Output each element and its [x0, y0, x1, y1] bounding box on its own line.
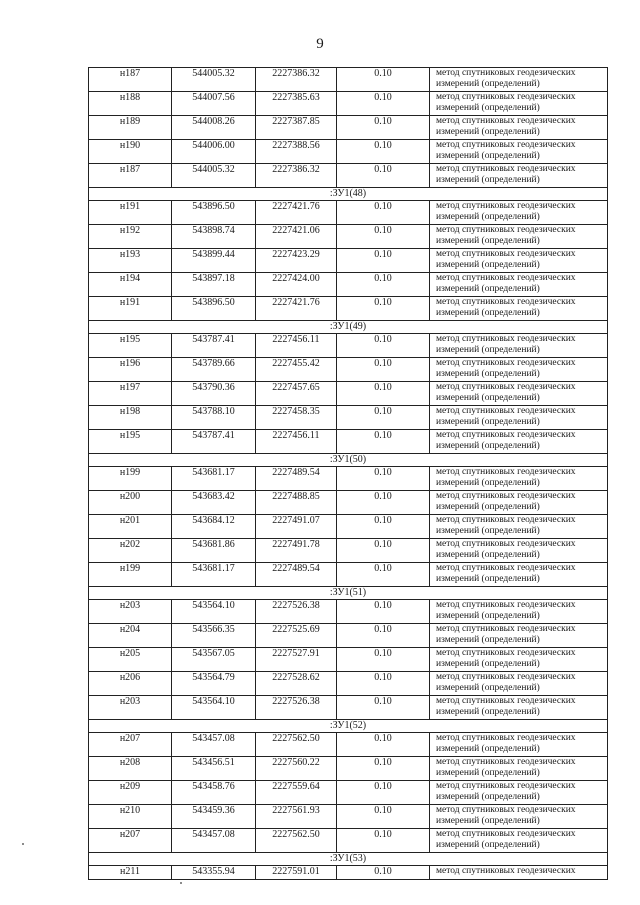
y-coordinate-cell: 2227421.76	[256, 297, 337, 321]
y-coordinate-cell: 2227388.56	[256, 140, 337, 164]
accuracy-cell: 0.10	[337, 406, 430, 430]
y-coordinate-cell: 2227525.69	[256, 624, 337, 648]
y-coordinate-cell: 2227424.00	[256, 273, 337, 297]
accuracy-cell: 0.10	[337, 358, 430, 382]
accuracy-cell: 0.10	[337, 648, 430, 672]
accuracy-cell: 0.10	[337, 92, 430, 116]
table-row	[89, 600, 608, 624]
page-number: 9	[316, 36, 324, 52]
table-row	[89, 406, 608, 430]
parcel-group-row	[89, 454, 608, 467]
point-id-cell: н201	[89, 515, 172, 539]
x-coordinate-cell: 543564.10	[172, 696, 256, 720]
accuracy-cell: 0.10	[337, 781, 430, 805]
accuracy-cell: 0.10	[337, 805, 430, 829]
x-coordinate-cell: 543898.74	[172, 225, 256, 249]
x-coordinate-cell: 544005.32	[172, 164, 256, 188]
method-cell: метод спутниковых геодезических измерений (определений)	[430, 297, 608, 321]
x-coordinate-cell: 543681.86	[172, 539, 256, 563]
table-row	[89, 68, 608, 92]
point-id-cell: н191	[89, 201, 172, 225]
y-coordinate-cell: 2227455.42	[256, 358, 337, 382]
x-coordinate-cell: 543564.10	[172, 600, 256, 624]
method-cell: метод спутниковых геодезических измерений (определений)	[430, 515, 608, 539]
y-coordinate-cell: 2227560.22	[256, 757, 337, 781]
y-coordinate-cell: 2227562.50	[256, 733, 337, 757]
x-coordinate-cell: 543899.44	[172, 249, 256, 273]
parcel-label: :ЗУ1(48)	[89, 188, 608, 201]
point-id-cell: н195	[89, 430, 172, 454]
accuracy-cell: 0.10	[337, 696, 430, 720]
method-cell: метод спутниковых геодезических измерений (определений)	[430, 781, 608, 805]
table-row	[89, 201, 608, 225]
y-coordinate-cell: 2227488.85	[256, 491, 337, 515]
y-coordinate-cell: 2227528.62	[256, 672, 337, 696]
point-id-cell: н195	[89, 334, 172, 358]
table-row	[89, 92, 608, 116]
parcel-group-row	[89, 188, 608, 201]
y-coordinate-cell: 2227421.06	[256, 225, 337, 249]
accuracy-cell: 0.10	[337, 430, 430, 454]
point-id-cell: н205	[89, 648, 172, 672]
table-row	[89, 515, 608, 539]
table-row	[89, 430, 608, 454]
method-cell: метод спутниковых геодезических измерений (определений)	[430, 467, 608, 491]
method-cell: метод спутниковых геодезических измерений (определений)	[430, 648, 608, 672]
x-coordinate-cell: 544007.56	[172, 92, 256, 116]
accuracy-cell: 0.10	[337, 225, 430, 249]
table-row	[89, 334, 608, 358]
y-coordinate-cell: 2227489.54	[256, 467, 337, 491]
method-cell: метод спутниковых геодезических измерений (определений)	[430, 624, 608, 648]
table-row	[89, 757, 608, 781]
method-cell: метод спутниковых геодезических измерений (определений)	[430, 249, 608, 273]
accuracy-cell: 0.10	[337, 334, 430, 358]
method-cell: метод спутниковых геодезических измерений (определений)	[430, 382, 608, 406]
x-coordinate-cell: 543896.50	[172, 297, 256, 321]
method-cell: метод спутниковых геодезических измерений (определений)	[430, 430, 608, 454]
point-id-cell: н196	[89, 358, 172, 382]
method-cell: метод спутниковых геодезических измерений (определений)	[430, 201, 608, 225]
accuracy-cell: 0.10	[337, 515, 430, 539]
x-coordinate-cell: 543681.17	[172, 467, 256, 491]
parcel-group-row	[89, 587, 608, 600]
table-row	[89, 297, 608, 321]
point-id-cell: н204	[89, 624, 172, 648]
x-coordinate-cell: 544008.26	[172, 116, 256, 140]
x-coordinate-cell: 544006.00	[172, 140, 256, 164]
table-row	[89, 491, 608, 515]
point-id-cell: н193	[89, 249, 172, 273]
parcel-group-row	[89, 720, 608, 733]
point-id-cell: н187	[89, 68, 172, 92]
x-coordinate-cell: 543457.08	[172, 733, 256, 757]
point-id-cell: н207	[89, 733, 172, 757]
accuracy-cell: 0.10	[337, 866, 430, 880]
point-id-cell: н200	[89, 491, 172, 515]
y-coordinate-cell: 2227387.85	[256, 116, 337, 140]
y-coordinate-cell: 2227526.38	[256, 600, 337, 624]
table-row	[89, 225, 608, 249]
parcel-label: :ЗУ1(51)	[89, 587, 608, 600]
point-id-cell: н211	[89, 866, 172, 880]
x-coordinate-cell: 543787.41	[172, 430, 256, 454]
accuracy-cell: 0.10	[337, 600, 430, 624]
accuracy-cell: 0.10	[337, 201, 430, 225]
point-id-cell: н194	[89, 273, 172, 297]
method-cell: метод спутниковых геодезических измерений (определений)	[430, 563, 608, 587]
point-id-cell: н199	[89, 563, 172, 587]
y-coordinate-cell: 2227385.63	[256, 92, 337, 116]
coordinates-table	[88, 67, 608, 880]
parcel-label: :ЗУ1(49)	[89, 321, 608, 334]
coordinates-sheet	[88, 67, 608, 880]
method-cell: метод спутниковых геодезических измерений (определений)	[430, 68, 608, 92]
method-cell: метод спутниковых геодезических измерений (определений)	[430, 600, 608, 624]
parcel-label: :ЗУ1(50)	[89, 454, 608, 467]
y-coordinate-cell: 2227458.35	[256, 406, 337, 430]
accuracy-cell: 0.10	[337, 829, 430, 853]
x-coordinate-cell: 544005.32	[172, 68, 256, 92]
y-coordinate-cell: 2227456.11	[256, 334, 337, 358]
point-id-cell: н190	[89, 140, 172, 164]
x-coordinate-cell: 543355.94	[172, 866, 256, 880]
point-id-cell: н209	[89, 781, 172, 805]
accuracy-cell: 0.10	[337, 273, 430, 297]
table-row	[89, 358, 608, 382]
x-coordinate-cell: 543684.12	[172, 515, 256, 539]
point-id-cell: н187	[89, 164, 172, 188]
method-cell: метод спутниковых геодезических измерений (определений)	[430, 829, 608, 853]
y-coordinate-cell: 2227489.54	[256, 563, 337, 587]
y-coordinate-cell: 2227386.32	[256, 164, 337, 188]
table-row	[89, 866, 608, 880]
x-coordinate-cell: 543683.42	[172, 491, 256, 515]
method-cell: метод спутниковых геодезических измерений (определений)	[430, 757, 608, 781]
method-cell: метод спутниковых геодезических измерений (определений)	[430, 273, 608, 297]
accuracy-cell: 0.10	[337, 68, 430, 92]
point-id-cell: н199	[89, 467, 172, 491]
point-id-cell: н208	[89, 757, 172, 781]
point-id-cell: н206	[89, 672, 172, 696]
accuracy-cell: 0.10	[337, 733, 430, 757]
table-row	[89, 733, 608, 757]
accuracy-cell: 0.10	[337, 624, 430, 648]
method-cell: метод спутниковых геодезических измерений (определений)	[430, 491, 608, 515]
y-coordinate-cell: 2227591.01	[256, 866, 337, 880]
x-coordinate-cell: 543897.18	[172, 273, 256, 297]
parcel-label: :ЗУ1(52)	[89, 720, 608, 733]
y-coordinate-cell: 2227421.76	[256, 201, 337, 225]
table-row	[89, 539, 608, 563]
y-coordinate-cell: 2227527.91	[256, 648, 337, 672]
y-coordinate-cell: 2227423.29	[256, 249, 337, 273]
table-row	[89, 382, 608, 406]
x-coordinate-cell: 543458.76	[172, 781, 256, 805]
y-coordinate-cell: 2227559.64	[256, 781, 337, 805]
y-coordinate-cell: 2227561.93	[256, 805, 337, 829]
y-coordinate-cell: 2227456.11	[256, 430, 337, 454]
method-cell: метод спутниковых геодезических измерений (определений)	[430, 358, 608, 382]
table-row	[89, 140, 608, 164]
accuracy-cell: 0.10	[337, 297, 430, 321]
x-coordinate-cell: 543457.08	[172, 829, 256, 853]
method-cell: метод спутниковых геодезических измерений (определений)	[430, 406, 608, 430]
table-row	[89, 273, 608, 297]
table-row	[89, 467, 608, 491]
table-row	[89, 624, 608, 648]
accuracy-cell: 0.10	[337, 757, 430, 781]
x-coordinate-cell: 543788.10	[172, 406, 256, 430]
accuracy-cell: 0.10	[337, 491, 430, 515]
x-coordinate-cell: 543896.50	[172, 201, 256, 225]
method-cell: метод спутниковых геодезических измерений (определений)	[430, 334, 608, 358]
point-id-cell: н192	[89, 225, 172, 249]
table-row	[89, 249, 608, 273]
parcel-label: :ЗУ1(53)	[89, 853, 608, 866]
method-cell: метод спутниковых геодезических измерений (определений)	[430, 805, 608, 829]
method-cell: метод спутниковых геодезических измерений (определений)	[430, 672, 608, 696]
x-coordinate-cell: 543566.35	[172, 624, 256, 648]
method-cell: метод спутниковых геодезических измерений (определений)	[430, 164, 608, 188]
method-cell: метод спутниковых геодезических	[430, 866, 608, 880]
point-id-cell: н198	[89, 406, 172, 430]
point-id-cell: н202	[89, 539, 172, 563]
x-coordinate-cell: 543567.05	[172, 648, 256, 672]
x-coordinate-cell: 543789.66	[172, 358, 256, 382]
accuracy-cell: 0.10	[337, 116, 430, 140]
accuracy-cell: 0.10	[337, 539, 430, 563]
point-id-cell: н191	[89, 297, 172, 321]
point-id-cell: н197	[89, 382, 172, 406]
accuracy-cell: 0.10	[337, 672, 430, 696]
point-id-cell: н210	[89, 805, 172, 829]
x-coordinate-cell: 543456.51	[172, 757, 256, 781]
table-row	[89, 164, 608, 188]
accuracy-cell: 0.10	[337, 140, 430, 164]
table-row	[89, 781, 608, 805]
point-id-cell: н207	[89, 829, 172, 853]
x-coordinate-cell: 543459.36	[172, 805, 256, 829]
table-row	[89, 696, 608, 720]
method-cell: метод спутниковых геодезических измерений (определений)	[430, 225, 608, 249]
point-id-cell: н203	[89, 696, 172, 720]
parcel-group-row	[89, 321, 608, 334]
method-cell: метод спутниковых геодезических измерений (определений)	[430, 539, 608, 563]
table-row	[89, 563, 608, 587]
scan-speck	[180, 882, 182, 884]
y-coordinate-cell: 2227386.32	[256, 68, 337, 92]
table-row	[89, 116, 608, 140]
table-row	[89, 805, 608, 829]
y-coordinate-cell: 2227491.78	[256, 539, 337, 563]
method-cell: метод спутниковых геодезических измерений (определений)	[430, 696, 608, 720]
point-id-cell: н189	[89, 116, 172, 140]
accuracy-cell: 0.10	[337, 382, 430, 406]
table-row	[89, 672, 608, 696]
y-coordinate-cell: 2227562.50	[256, 829, 337, 853]
x-coordinate-cell: 543681.17	[172, 563, 256, 587]
table-row	[89, 829, 608, 853]
coordinates-table-body	[89, 68, 608, 880]
table-row	[89, 648, 608, 672]
accuracy-cell: 0.10	[337, 467, 430, 491]
y-coordinate-cell: 2227457.65	[256, 382, 337, 406]
y-coordinate-cell: 2227491.07	[256, 515, 337, 539]
point-id-cell: н203	[89, 600, 172, 624]
accuracy-cell: 0.10	[337, 249, 430, 273]
x-coordinate-cell: 543787.41	[172, 334, 256, 358]
accuracy-cell: 0.10	[337, 563, 430, 587]
x-coordinate-cell: 543790.36	[172, 382, 256, 406]
method-cell: метод спутниковых геодезических измерений (определений)	[430, 116, 608, 140]
method-cell: метод спутниковых геодезических измерений (определений)	[430, 92, 608, 116]
accuracy-cell: 0.10	[337, 164, 430, 188]
parcel-group-row	[89, 853, 608, 866]
method-cell: метод спутниковых геодезических измерений (определений)	[430, 140, 608, 164]
scan-speck	[22, 843, 24, 845]
method-cell: метод спутниковых геодезических измерений (определений)	[430, 733, 608, 757]
point-id-cell: н188	[89, 92, 172, 116]
x-coordinate-cell: 543564.79	[172, 672, 256, 696]
y-coordinate-cell: 2227526.38	[256, 696, 337, 720]
